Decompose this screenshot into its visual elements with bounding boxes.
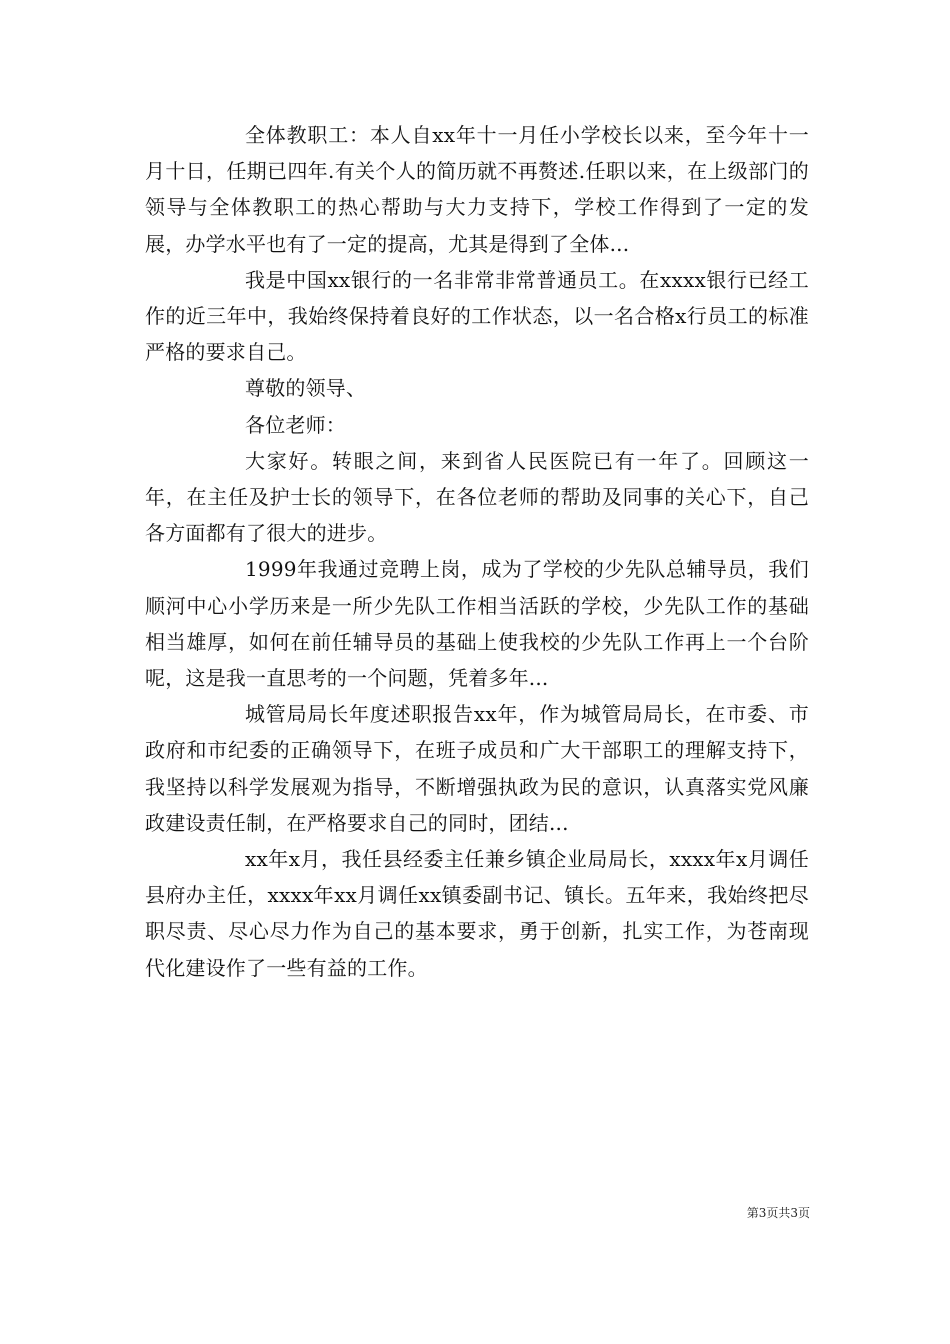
paragraph-urban-management: 城管局局长年度述职报告xx年，作为城管局局长，在市委、市政府和市纪委的正确领导下，在班子成员和广大干部职工的理解支持下，我坚持以科学发展观为指导，不断增强执政为民的意识，认真落实党风廉政建设责任制，在严格要求自己的同时，团结... (145, 702, 809, 835)
document-body (145, 117, 809, 986)
page-number-footer: 第3页共3页 (746, 1206, 810, 1220)
paragraph-staff-address: 全体教职工：本人自xx年十一月任小学校长以来，至今年十一月十日，任期已四年.有关个人的简历就不再赘述.任职以来，在上级部门的领导与全体教职工的热心帮助与大力支持下，学校工作得到了一定的发展，办学水平也有了一定的提高，尤其是得到了全体... (145, 123, 809, 256)
paragraph-young-pioneers: 1999年我通过竞聘上岗，成为了学校的少先队总辅导员，我们顺河中心小学历来是一所少先队工作相当活跃的学校，少先队工作的基础相当雄厚，如何在前任辅导员的基础上使我校的少先队工作再上一个台阶呢，这是我一直思考的一个问题，凭着多年... (145, 557, 809, 691)
paragraph-salutation-teachers: 各位老师： (245, 412, 346, 437)
paragraph-town-mayor: xx年x月，我任县经委主任兼乡镇企业局局长，xxxx年x月调任县府办主任，xxxx年xx月调任xx镇委副书记、镇长。五年来，我始终把尽职尽责、尽心尽力作为自己的基本要求，勇于创新，扎实工作，为苍南现代化建设作了一些有益的工作。 (145, 847, 809, 980)
paragraph-bank-employee: 我是中国xx银行的一名非常非常普通员工。在xxxx银行已经工作的近三年中，我始终保持着良好的工作状态，以一名合格x行员工的标准严格的要求自己。 (145, 267, 809, 365)
paragraph-salutation-leaders: 尊敬的领导、 (245, 376, 367, 401)
paragraph-hospital-year: 大家好。转眼之间，来到省人民医院已有一年了。回顾这一年，在主任及护士长的领导下，在各位老师的帮助及同事的关心下，自己各方面都有了很大的进步。 (145, 448, 809, 546)
